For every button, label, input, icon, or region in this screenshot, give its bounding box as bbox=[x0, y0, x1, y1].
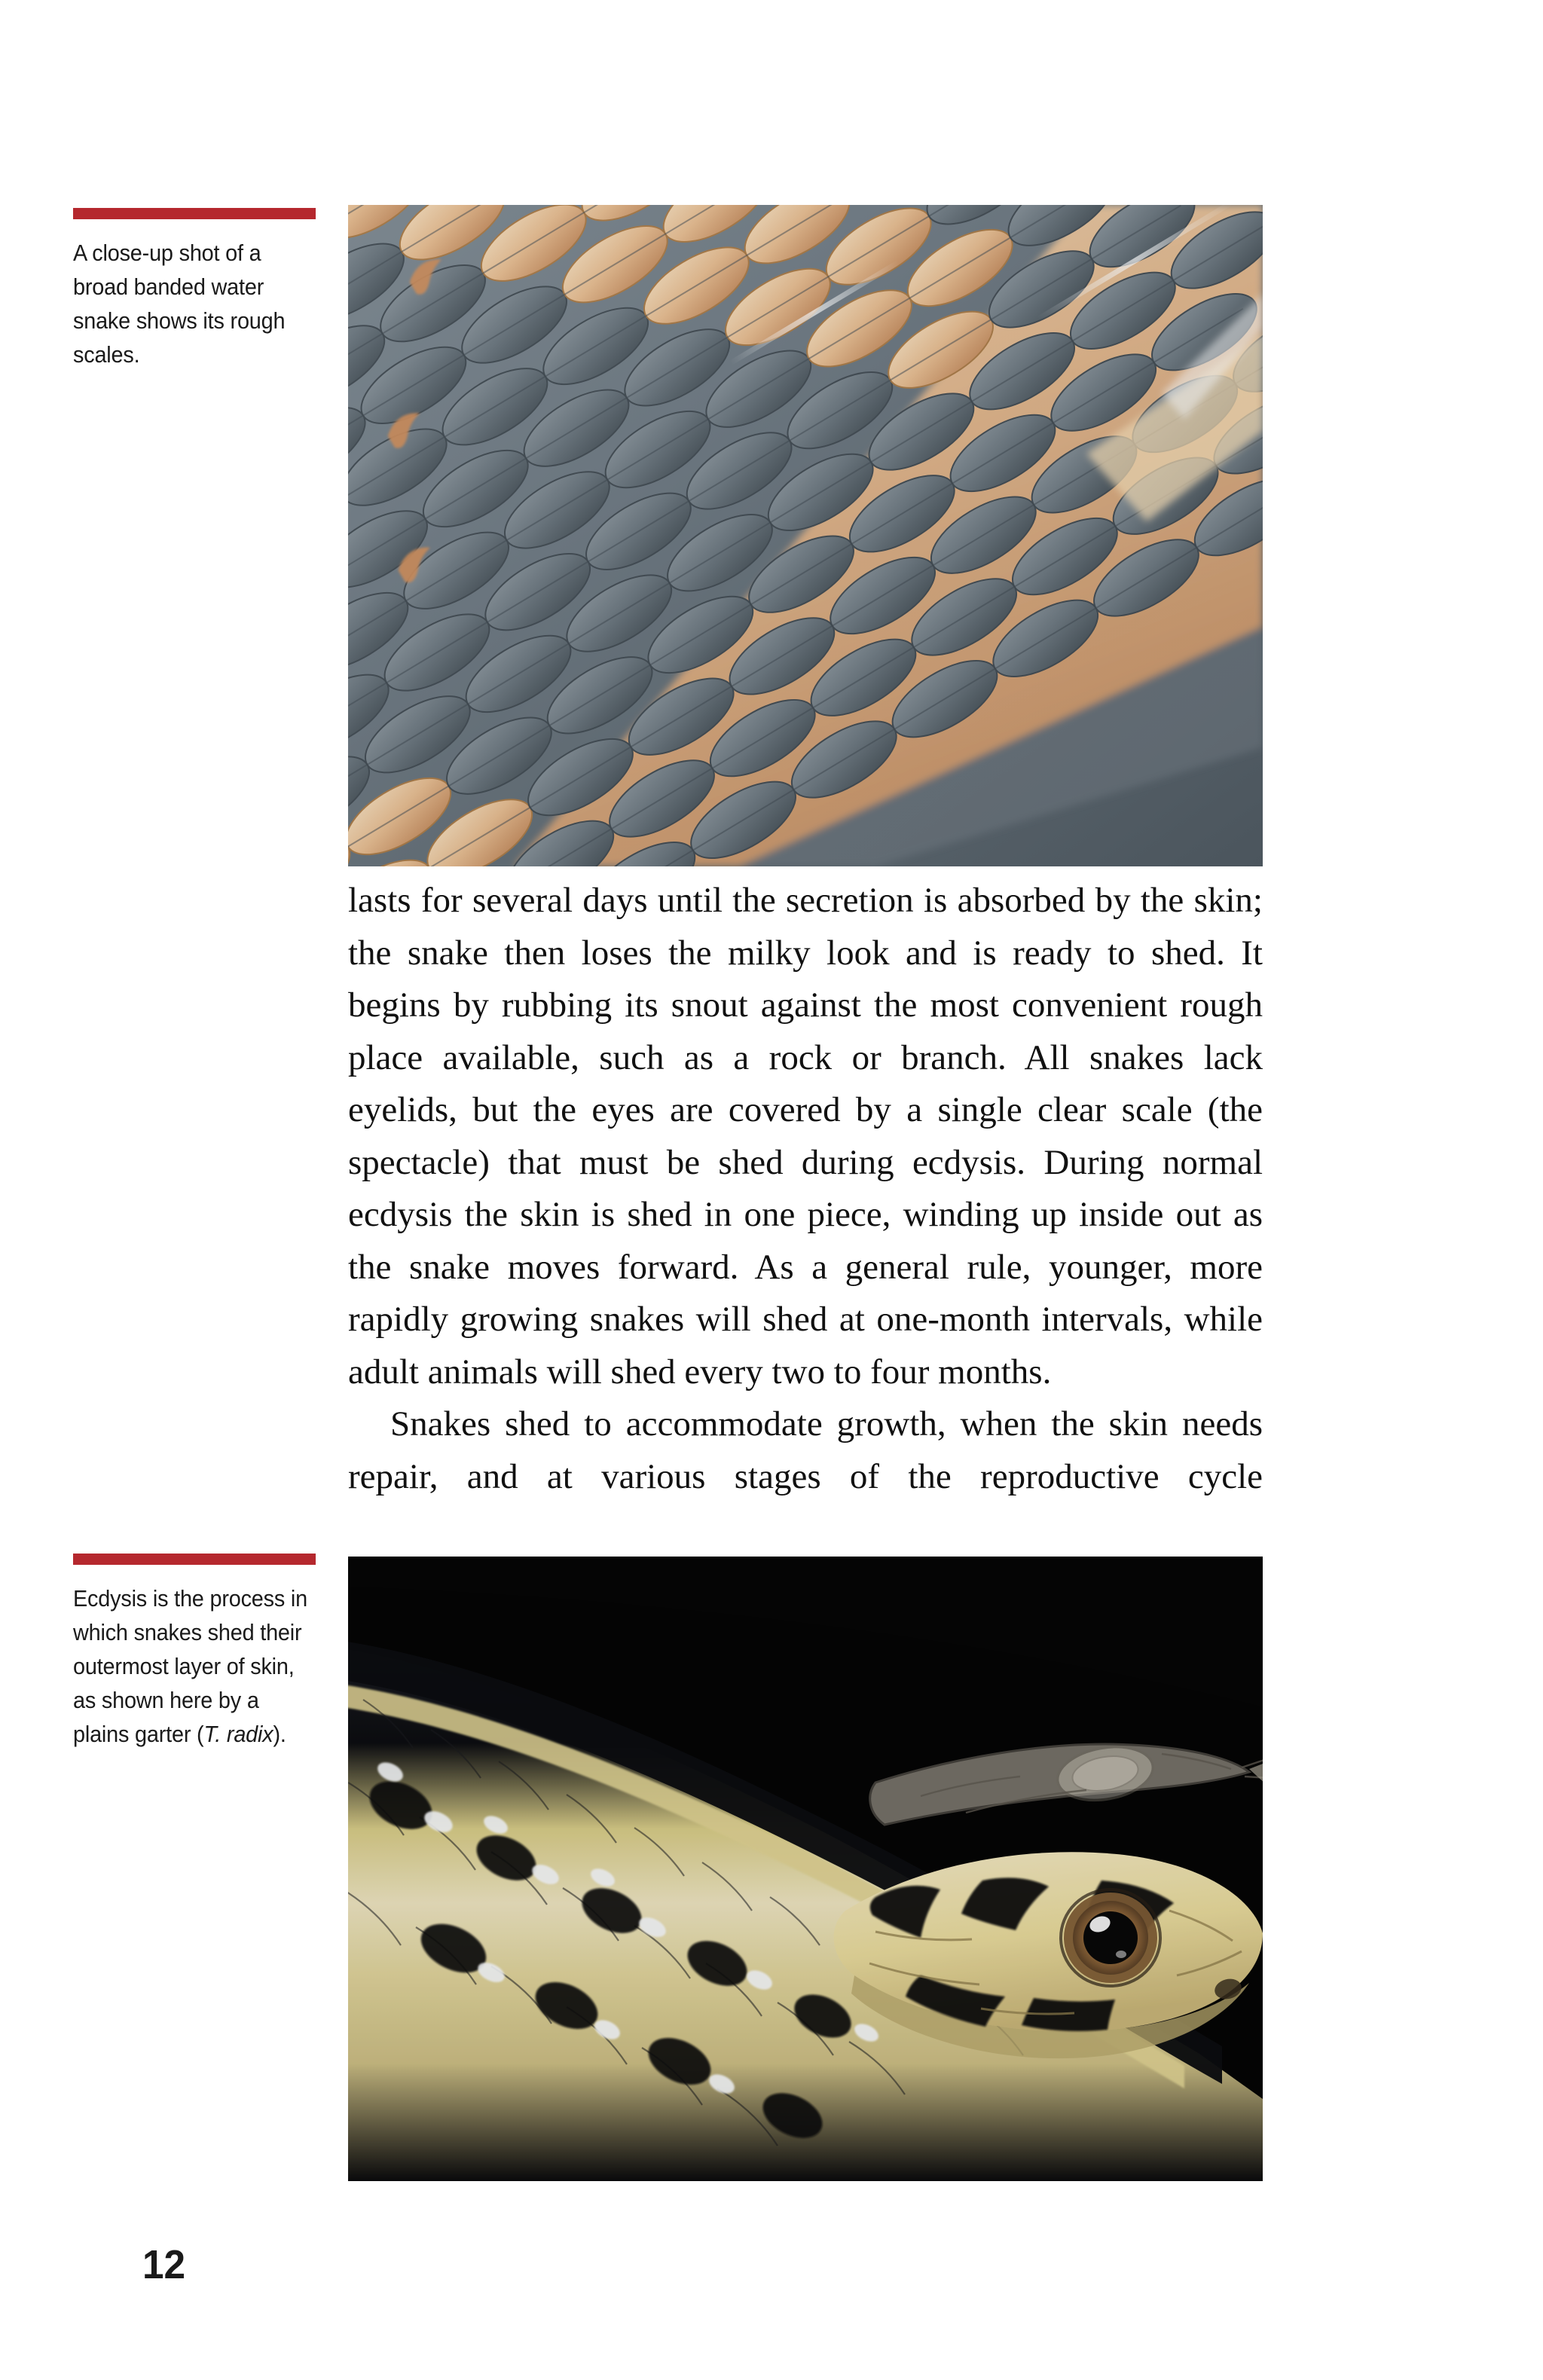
body-paragraph: lasts for several days until the secretion is absorbed by the skin; the snake then loses the milky look and is ready to shed. It begins by rubbing its snout against the most convenient rough place available, such as a rock or branch. All snakes lack eyelids, but the eyes are covered by a single clear scale (the spectacle) that must be shed during ecdysis. During normal ecdysis the skin is shed in one piece, winding up inside out as the snake moves forward. As a general rule, younger, more rapidly growing snakes will shed at one-month intervals, while adult animals will shed every two to four months. bbox=[348, 881, 1263, 1392]
figure-water-snake-scales bbox=[348, 205, 1263, 866]
caption-species-italic: T. radix bbox=[203, 1721, 273, 1747]
caption-text-scales: A close-up shot of a broad banded water snake shows its rough scales. bbox=[73, 240, 286, 368]
caption-block-ecdysis bbox=[73, 1554, 316, 1751]
garter-snake-shedding-illustration bbox=[348, 1557, 1263, 2181]
figure-shedding-garter-snake bbox=[348, 1557, 1263, 2181]
caption-rule-red bbox=[73, 1554, 316, 1565]
caption-block-scales bbox=[73, 208, 316, 371]
caption-text-ecdysis bbox=[73, 1581, 316, 1751]
caption-lead-text: Ecdysis is the process in which snakes shed their outermost layer of skin, as shown here by a plains garter ( bbox=[73, 1585, 308, 1747]
caption-rule-red bbox=[73, 208, 316, 219]
water-snake-scales-illustration bbox=[348, 205, 1263, 866]
page-number: 12 bbox=[142, 2242, 186, 2287]
body-paragraph: Snakes shed to accommodate growth, when the skin needs repair, and at various stages of the reproductive cycle bbox=[348, 1404, 1263, 1496]
caption-trail-text: ). bbox=[273, 1721, 286, 1747]
body-text-column bbox=[348, 875, 1263, 1503]
